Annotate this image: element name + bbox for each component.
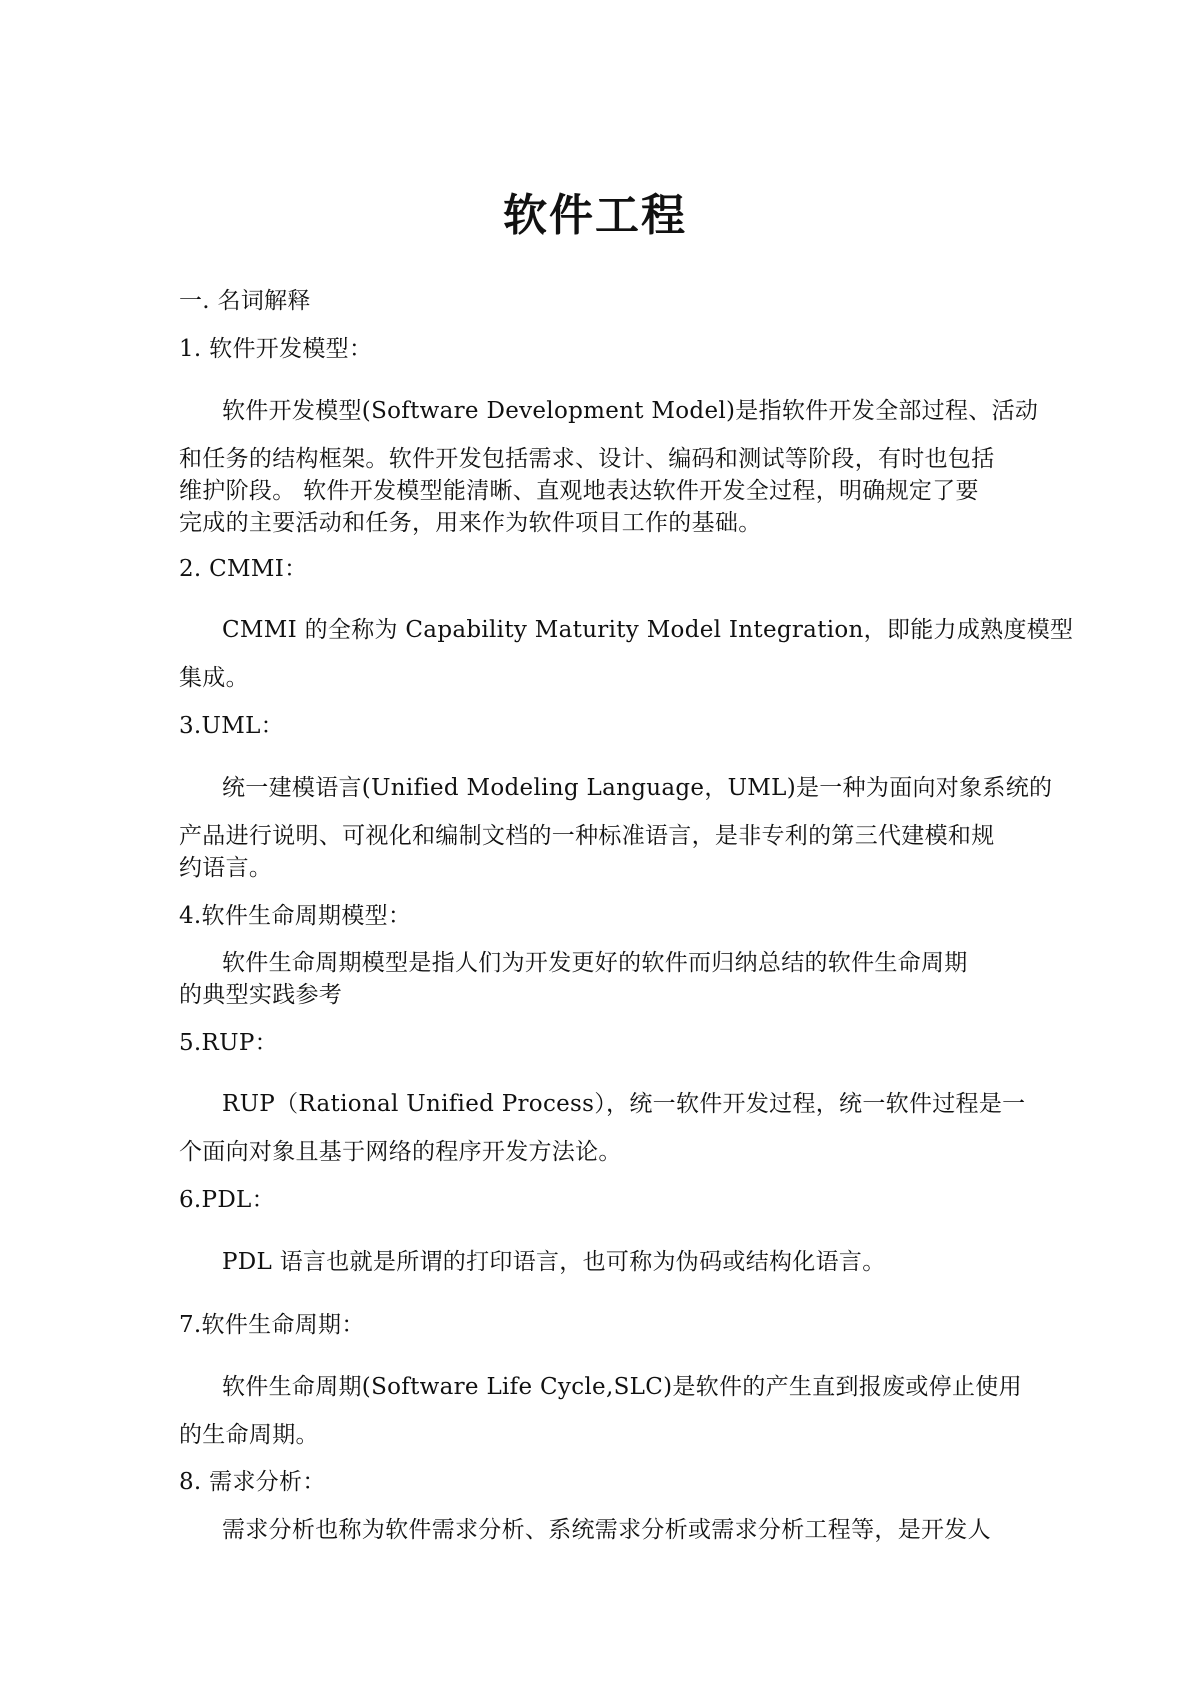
item-2-line-2: 集成。	[179, 665, 249, 691]
item-6-line-1: PDL 语言也就是所谓的打印语言，也可称为伪码或结构化语言。	[222, 1249, 886, 1275]
item-heading-2: 2. CMMI：	[179, 556, 308, 582]
item-7-line-1: 软件生命周期(Software Life Cycle,SLC)是软件的产生直到报废或停止使用	[222, 1374, 1022, 1400]
item-1-line-1: 软件开发模型(Software Development Model)是指软件开发全部过程、活动	[222, 398, 1039, 424]
item-5-line-1: RUP（Rational Unified Process），统一软件开发过程，统一软件过程是一	[222, 1091, 1026, 1117]
item-1-line-2: 和任务的结构框架。软件开发包括需求、设计、编码和测试等阶段，有时也包括	[179, 446, 995, 472]
section-heading: 一. 名词解释	[179, 288, 311, 314]
item-3-line-2: 产品进行说明、可视化和编制文档的一种标准语言，是非专利的第三代建模和规	[179, 823, 995, 849]
item-3-line-3: 约语言。	[179, 855, 273, 881]
item-4-line-1: 软件生命周期模型是指人们为开发更好的软件而归纳总结的软件生命周期	[222, 950, 968, 976]
item-heading-5: 5.RUP：	[179, 1030, 278, 1056]
item-heading-1: 1. 软件开发模型：	[179, 336, 373, 362]
item-7-line-2: 的生命周期。	[179, 1422, 319, 1448]
item-heading-3: 3.UML：	[179, 713, 284, 739]
item-2-line-1: CMMI 的全称为 Capability Maturity Model Integration，即能力成熟度模型	[222, 617, 1074, 643]
item-8-line-1: 需求分析也称为软件需求分析、系统需求分析或需求分析工程等，是开发人	[222, 1517, 991, 1543]
item-3-line-1: 统一建模语言(Unified Modeling Language，UML)是一种为面向对象系统的	[222, 775, 1053, 801]
item-heading-6: 6.PDL：	[179, 1187, 275, 1213]
document-title: 软件工程	[503, 190, 687, 241]
item-1-line-4: 完成的主要活动和任务，用来作为软件项目工作的基础。	[179, 510, 762, 536]
item-heading-8: 8. 需求分析：	[179, 1469, 326, 1495]
item-heading-7: 7.软件生命周期：	[179, 1312, 365, 1338]
item-heading-4: 4.软件生命周期模型：	[179, 903, 412, 929]
item-1-line-3: 维护阶段。 软件开发模型能清晰、直观地表达软件开发全过程，明确规定了要	[179, 478, 979, 504]
item-5-line-2: 个面向对象且基于网络的程序开发方法论。	[179, 1139, 622, 1165]
item-4-line-2: 的典型实践参考	[179, 982, 343, 1008]
